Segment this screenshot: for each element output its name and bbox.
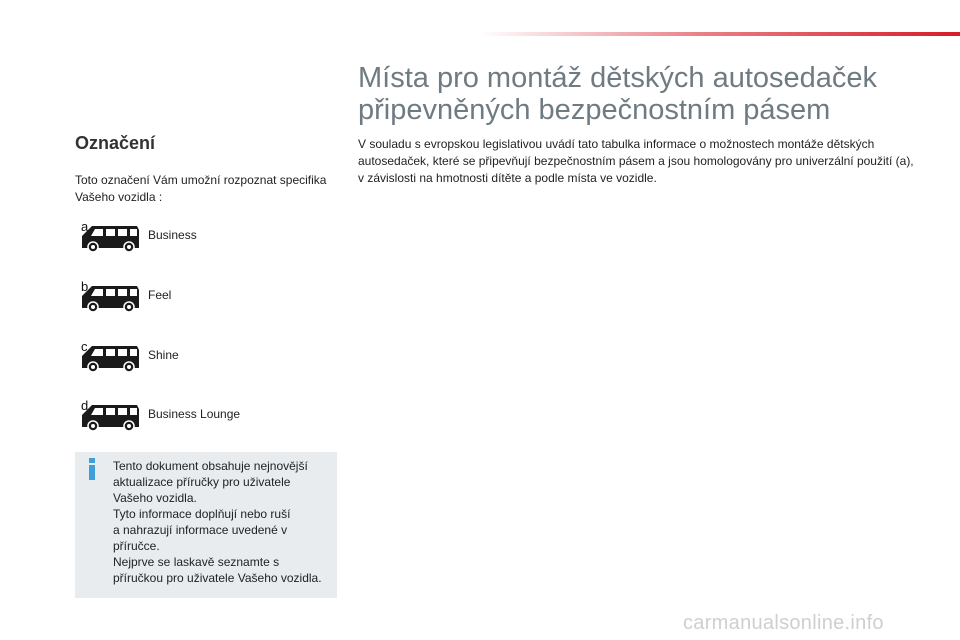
header-accent-line xyxy=(480,32,960,36)
info-line: příručkou pro uživatele Vašeho vozidla. xyxy=(113,571,322,585)
version-item xyxy=(80,220,300,252)
info-line: příručce. xyxy=(113,539,160,553)
info-box xyxy=(75,452,337,598)
version-letter: a xyxy=(81,220,89,234)
van-seating-icon xyxy=(80,399,142,431)
info-icon xyxy=(86,458,98,480)
van-seating-icon xyxy=(80,340,142,372)
watermark: carmanualsonline.info xyxy=(683,612,884,634)
version-letter: b xyxy=(81,280,89,294)
version-item xyxy=(80,399,300,431)
version-item xyxy=(80,280,300,312)
info-line: aktualizace příručky pro uživatele xyxy=(113,475,291,489)
intro-paragraph: V souladu s evropskou legislativou uvádí tato tabulka informace o možnostech montáže dětských autosedaček, které se připevňují bezpečnostním pásem a jsou homologovány pro univerzální použití (a), v závislosti na hmotnosti dítěte a podle místa ve vozidle. xyxy=(358,137,914,185)
van-seating-icon xyxy=(80,280,142,312)
version-label: Feel xyxy=(148,288,172,302)
info-line: Tento dokument obsahuje nejnovější xyxy=(113,459,308,473)
version-label: Business Lounge xyxy=(148,407,241,421)
page-title xyxy=(358,62,938,126)
van-seating-icon xyxy=(80,220,142,252)
info-line: Nejprve se laskavě seznamte s xyxy=(113,555,280,569)
section-title: Označení xyxy=(75,133,156,153)
version-letter: d xyxy=(81,399,89,413)
section-description: Toto označení Vám umožní rozpoznat specifika Vašeho vozidla : xyxy=(75,173,327,204)
version-letter: c xyxy=(81,340,88,354)
info-line: Tyto informace doplňují nebo ruší xyxy=(113,507,291,521)
page-title-line-1: Místa pro montáž dětských autosedaček xyxy=(358,62,878,94)
version-label: Business xyxy=(148,228,197,242)
info-line: a nahrazují informace uvedené v xyxy=(113,523,288,537)
version-item xyxy=(80,340,300,372)
page-title-line-2: připevněných bezpečnostním pásem xyxy=(358,94,831,126)
info-line: Vašeho vozidla. xyxy=(113,491,197,505)
version-label: Shine xyxy=(148,348,179,362)
info-text xyxy=(113,458,331,586)
